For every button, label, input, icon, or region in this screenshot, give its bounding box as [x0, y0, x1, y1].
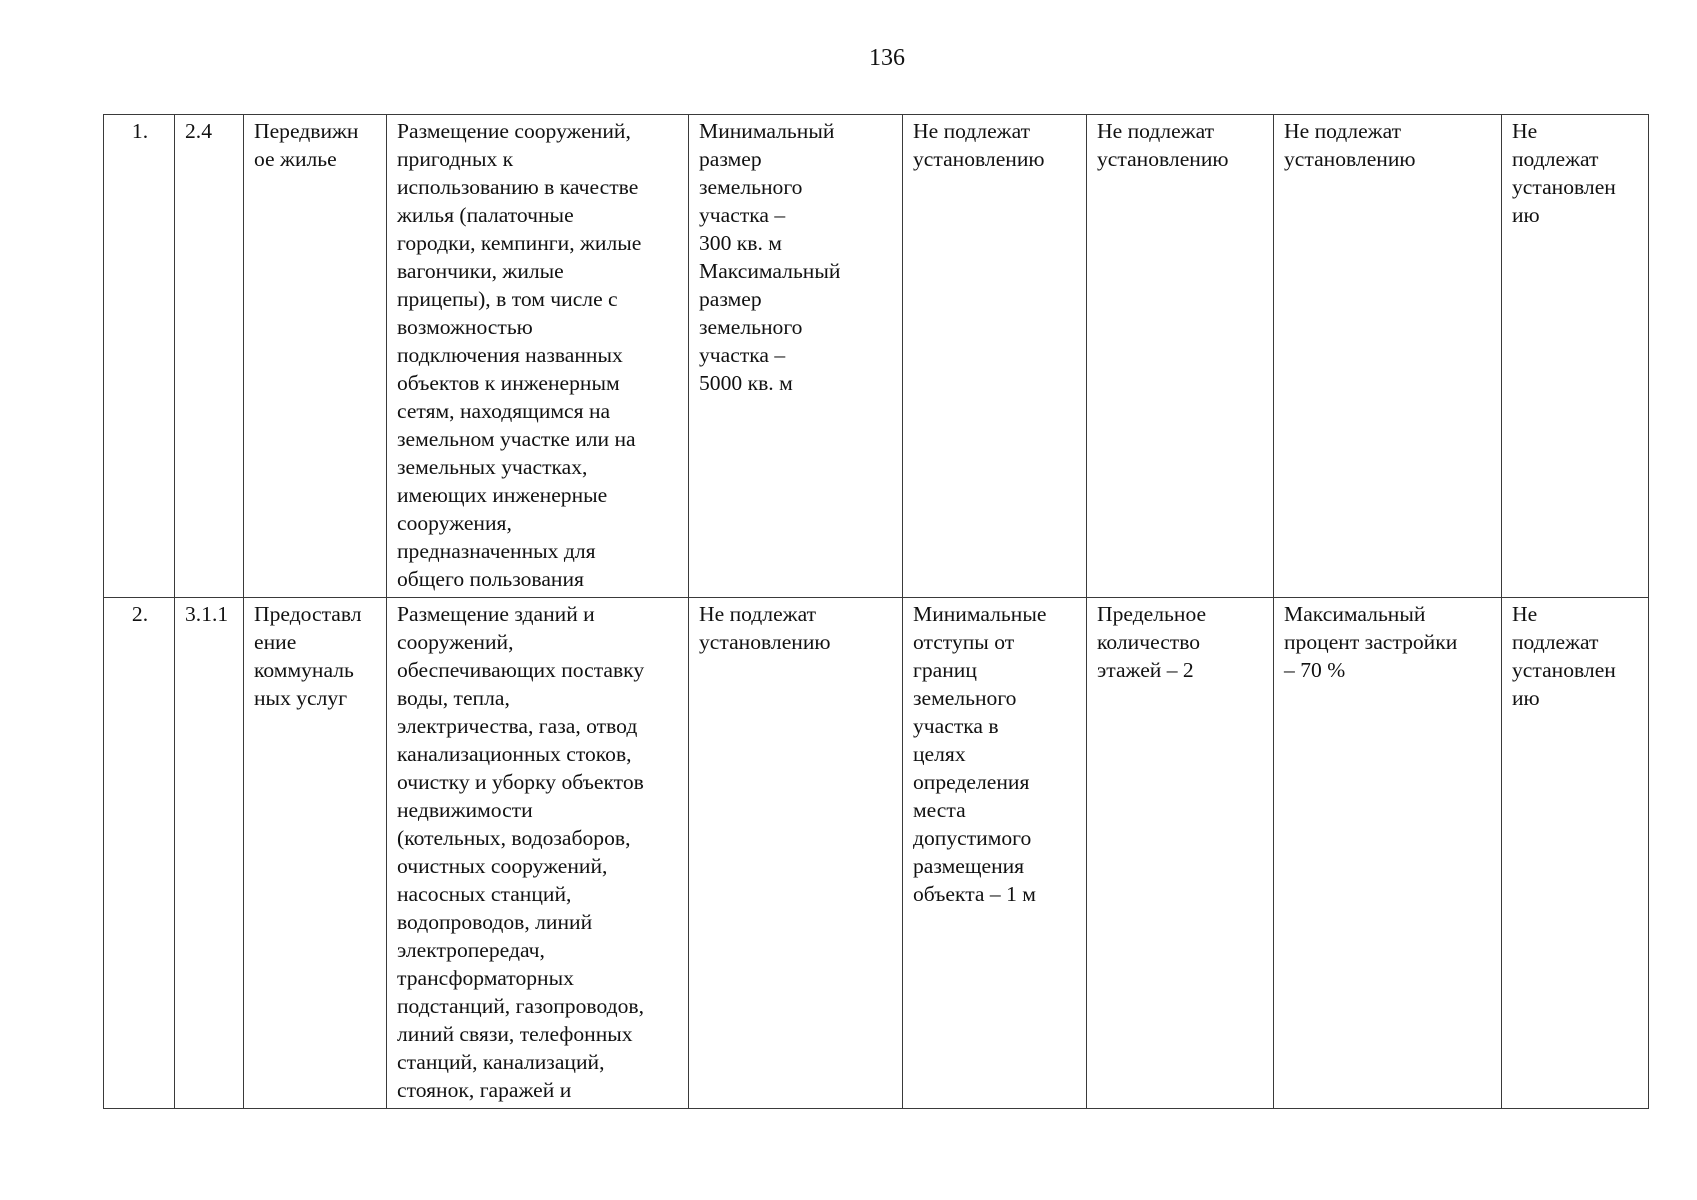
setbacks-cell: Минимальные отступы от границ земельного участка в целях определения места допустимого размещения объекта – 1 м: [903, 598, 1087, 1109]
floors-cell: Предельное количество этажей – 2: [1087, 598, 1274, 1109]
use-code-cell: 3.1.1: [175, 598, 244, 1109]
plot-size-cell: Минимальный размер земельного участка – 300 кв. м Максимальный размер земельного участка – 5000 кв. м: [689, 115, 903, 598]
row-number-cell: 1.: [104, 115, 175, 598]
other-parameters-cell: Не подлежат установлен ию: [1502, 598, 1649, 1109]
zoning-regulations-table: [103, 114, 1649, 1109]
page-number: 136: [869, 45, 905, 71]
use-description-cell: Размещение зданий и сооружений, обеспечивающих поставку воды, тепла, электричества, газа, отвод канализационных стоков, очистку и уборку объектов недвижимости (котельных, водозаборов, очистных сооружений, насосных станций, водопроводов, линий электропередач, трансформаторных подстанций, газопроводов, линий связи, телефонных станций, канализаций, стоянок, гаражей и: [387, 598, 689, 1109]
use-name-cell: Передвижн ое жилье: [244, 115, 387, 598]
use-code-cell: 2.4: [175, 115, 244, 598]
row-number-cell: 2.: [104, 598, 175, 1109]
use-name-cell: Предоставл ение коммуналь ных услуг: [244, 598, 387, 1109]
plot-size-cell: Не подлежат установлению: [689, 598, 903, 1109]
table-row: [104, 115, 1649, 598]
table-row: [104, 598, 1649, 1109]
other-parameters-cell: Не подлежат установлен ию: [1502, 115, 1649, 598]
building-coverage-cell: Максимальный процент застройки – 70 %: [1274, 598, 1502, 1109]
setbacks-cell: Не подлежат установлению: [903, 115, 1087, 598]
use-description-cell: Размещение сооружений, пригодных к использованию в качестве жилья (палаточные городки, кемпинги, жилые вагончики, жилые прицепы), в том числе с возможностью подключения названных объектов к инженерным сетям, находящимся на земельном участке или на земельных участках, имеющих инженерные сооружения, предназначенных для общего пользования: [387, 115, 689, 598]
floors-cell: Не подлежат установлению: [1087, 115, 1274, 598]
building-coverage-cell: Не подлежат установлению: [1274, 115, 1502, 598]
